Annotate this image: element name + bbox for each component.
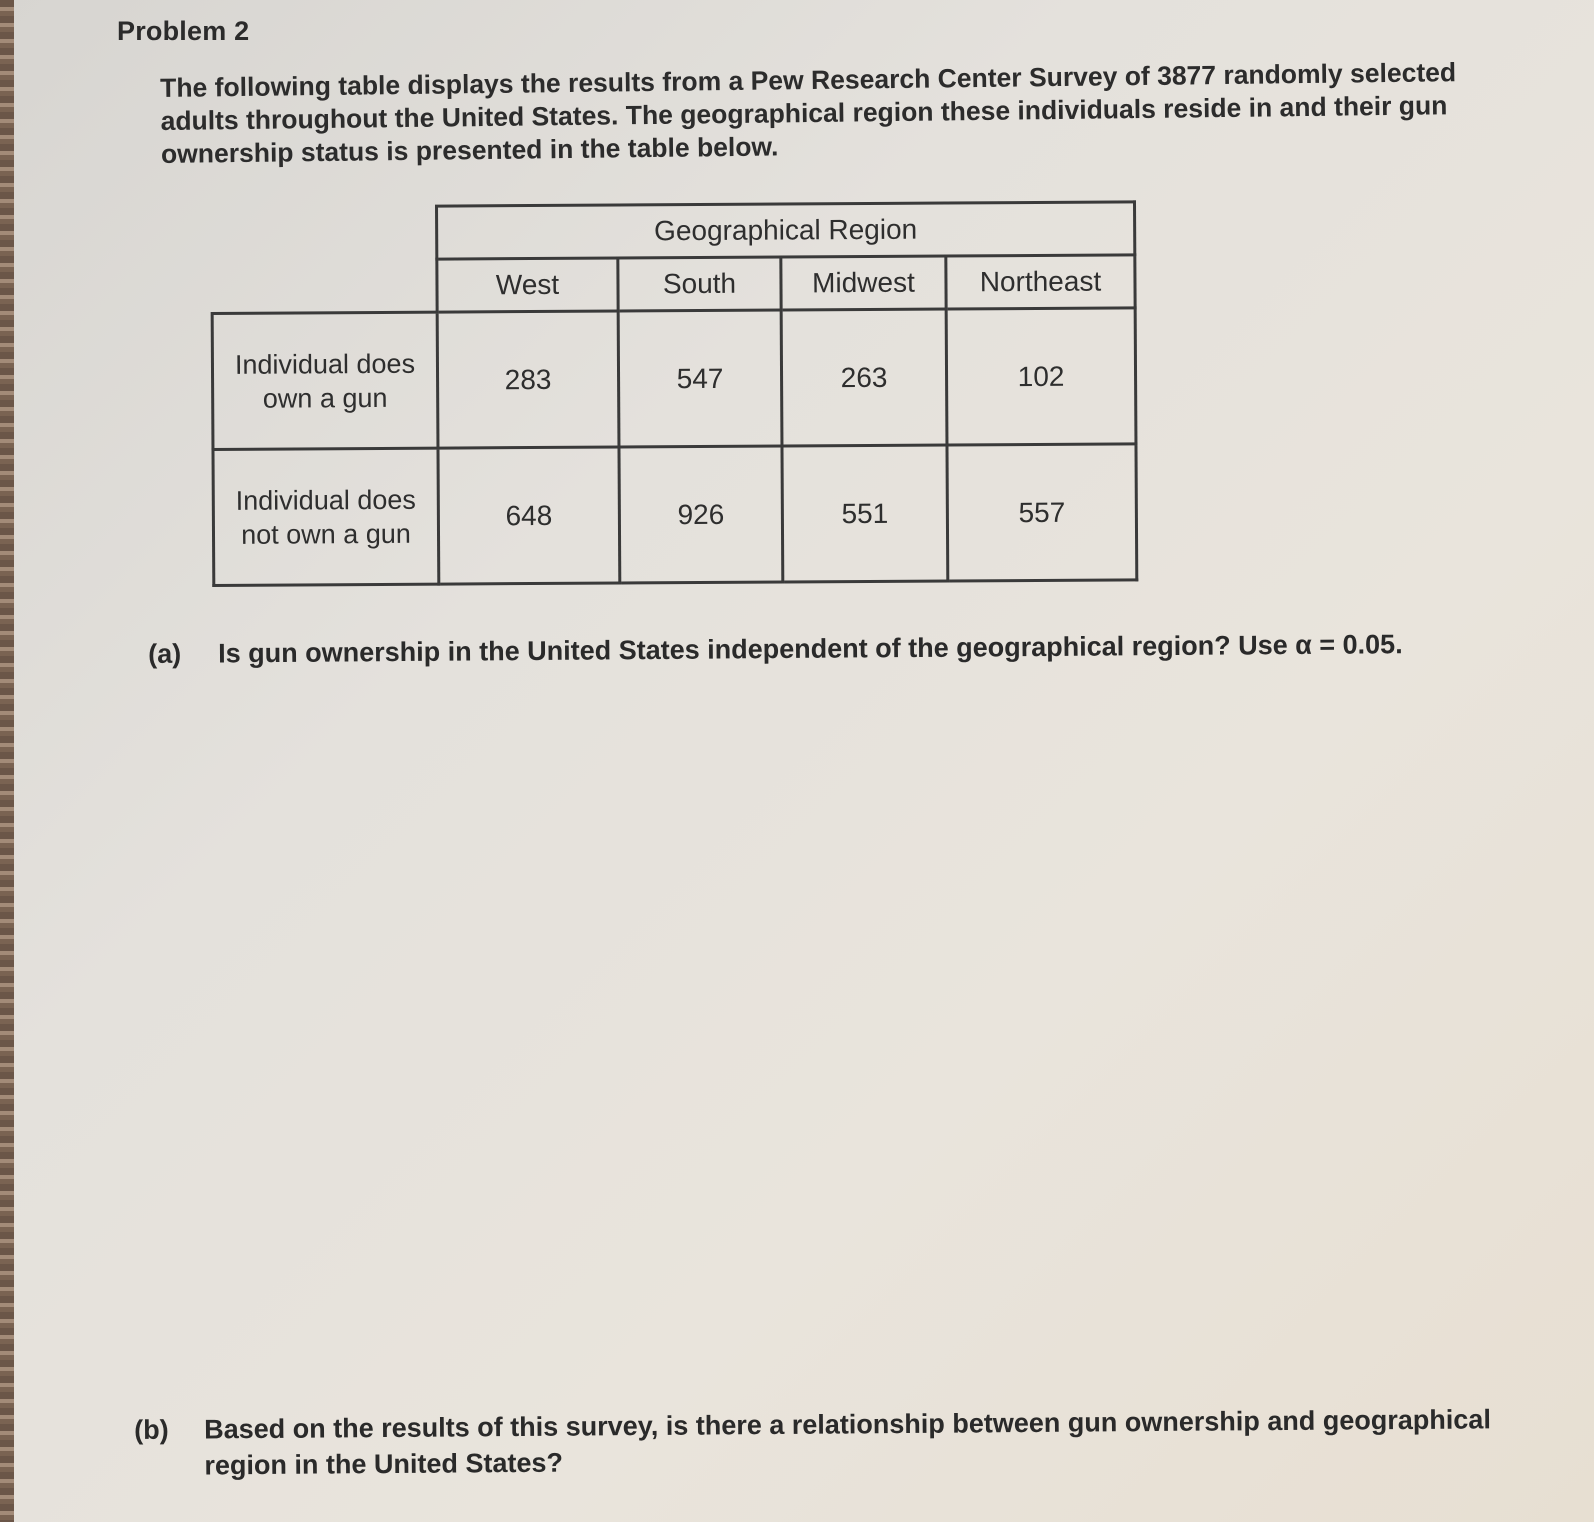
cell-owns-midwest: 263 — [781, 309, 947, 446]
question-b-label: (b) — [134, 1414, 169, 1445]
row-header-owns-gun: Individual does own a gun — [212, 312, 438, 449]
table-group-header: Geographical Region — [437, 202, 1135, 259]
question-a-label: (a) — [148, 638, 182, 669]
cell-owns-west: 283 — [437, 311, 619, 448]
column-header-midwest: Midwest — [781, 256, 946, 310]
worksheet-page — [14, 0, 1594, 1522]
problem-title: Problem 2 — [117, 16, 250, 46]
question-b — [134, 1401, 1535, 1484]
table-corner-blank — [212, 206, 438, 313]
cell-owns-south: 547 — [618, 310, 782, 447]
column-header-south: South — [618, 257, 781, 311]
contingency-table — [210, 200, 1138, 587]
problem-intro: The following table displays the results from a Pew Research Center Survey of 3877 randomly selected adults throughout the United States. The geographical region these individuals reside in and their gun ownership status is presented in the table below. — [160, 57, 1457, 169]
cell-owns-northeast: 102 — [946, 308, 1136, 445]
binder-edge — [0, 0, 14, 1522]
question-b-text: Based on the results of this survey, is there a relationship between gun ownership and geographical region in the United States? — [204, 1404, 1491, 1481]
question-a — [148, 625, 1548, 672]
question-a-text: Is gun ownership in the United States independent of the geographical region? Use α = 0.05. — [218, 629, 1403, 669]
row-header-not-own-gun: Individual does not own a gun — [213, 448, 439, 585]
column-header-northeast: Northeast — [946, 255, 1135, 309]
cell-not-own-west: 648 — [438, 447, 620, 584]
cell-not-own-south: 926 — [619, 446, 783, 583]
cell-not-own-northeast: 557 — [947, 444, 1137, 581]
table-row — [213, 444, 1137, 586]
contingency-table-wrapper — [210, 200, 1138, 587]
cell-not-own-midwest: 551 — [782, 445, 948, 582]
table-group-header-row — [212, 202, 1135, 261]
column-header-west: West — [437, 258, 618, 312]
table-row — [212, 308, 1136, 450]
